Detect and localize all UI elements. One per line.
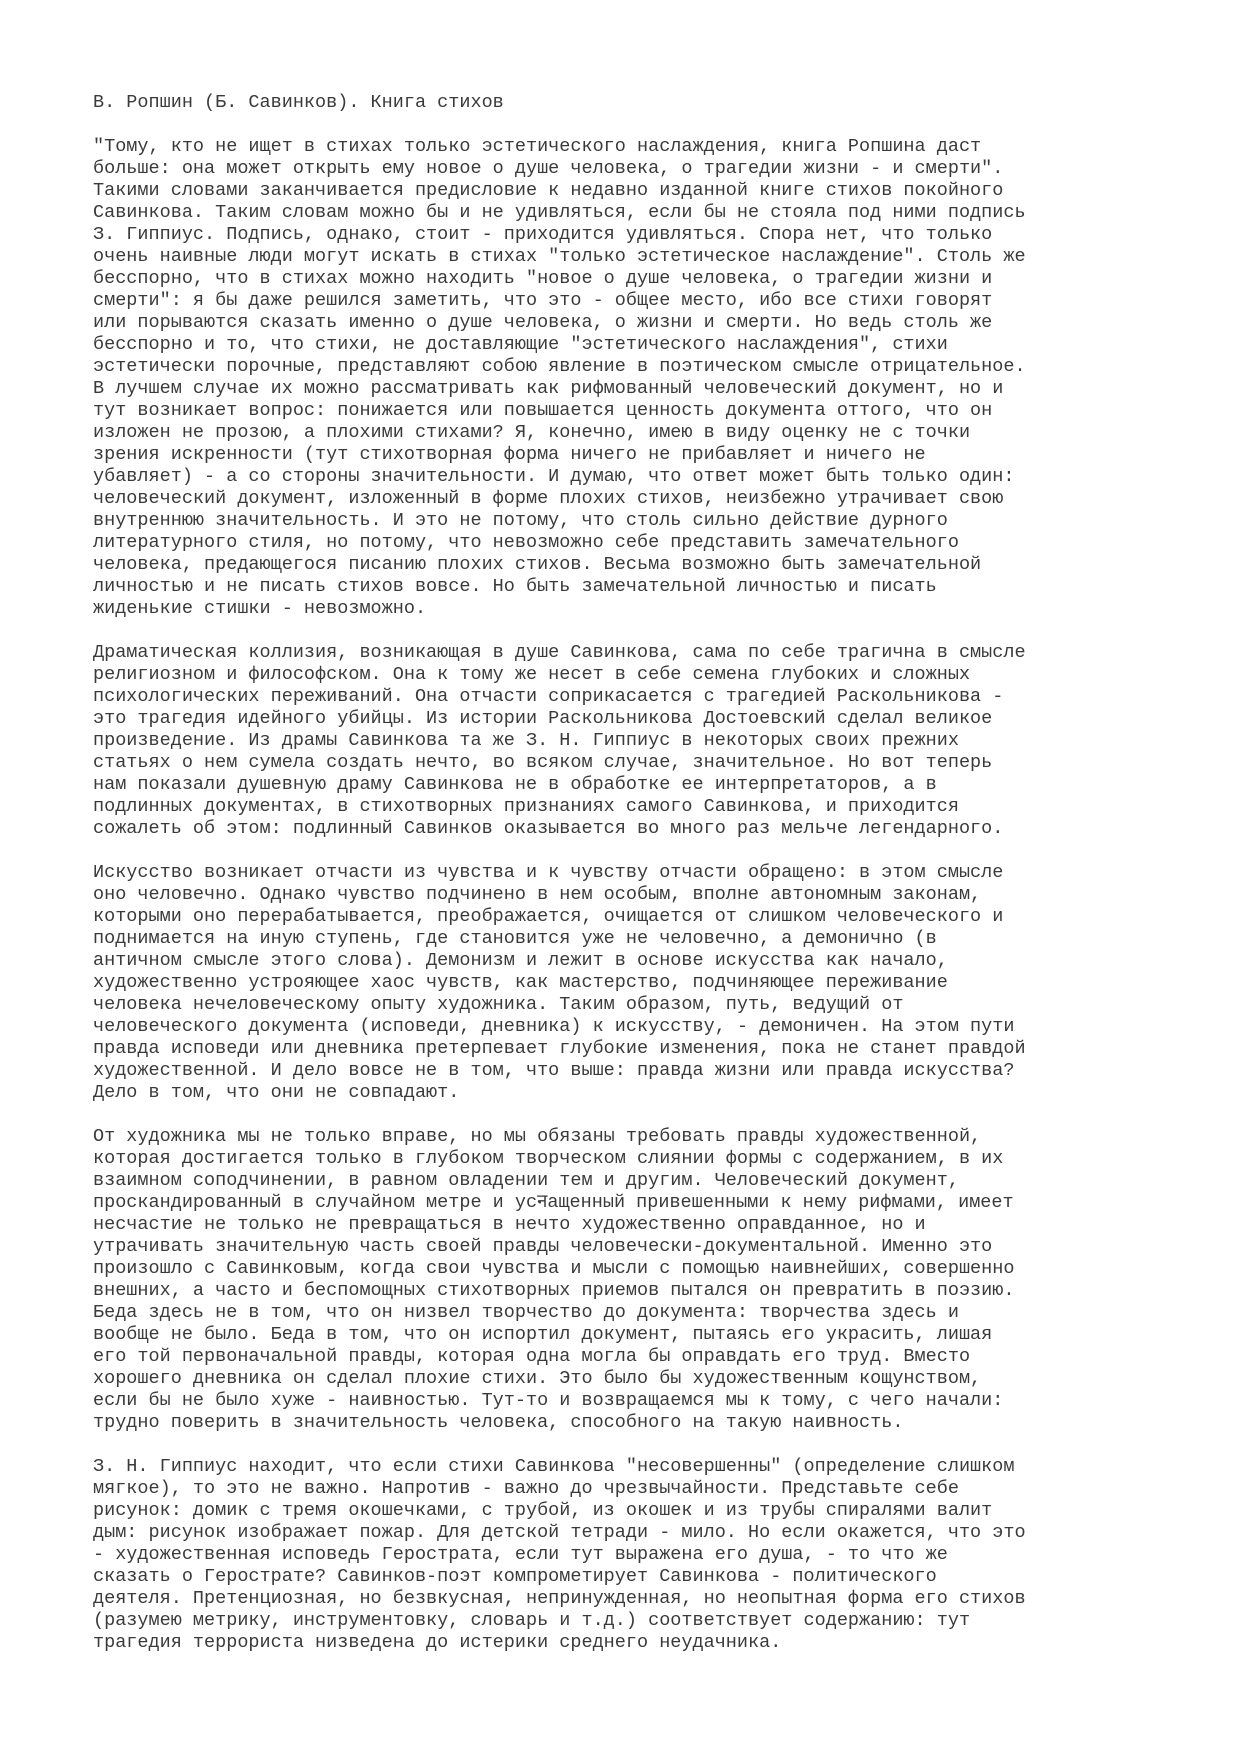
text-line: З. Гиппиус. Подпись, однако, стоит - приходится удивляться. Спора нет, что только (93, 224, 993, 245)
text-line: От художника мы не только вправе, но мы обязаны требовать правды художественной, (93, 1126, 982, 1147)
text-line: статьях о нем сумела создать нечто, во всяком случае, значительное. Но вот теперь (93, 752, 993, 773)
text-line: это трагедия идейного убийцы. Из истории Раскольникова Достоевский сделал великое (93, 708, 993, 729)
paragraph (93, 642, 1193, 840)
text-line: бесспорно, что в стихах можно находить "новое о душе человека, о трагедии жизни и (93, 268, 993, 289)
text-line: мягкое), то это не важно. Напротив - важно до чрезвычайности. Представьте себе (93, 1478, 959, 1499)
text-line: хорошего дневника он сделал плохие стихи. Это было бы художественным кощунством, (93, 1368, 982, 1389)
text-line: художественной. И дело вовсе не в том, что выше: правда жизни или правда искусства? (93, 1060, 1015, 1081)
text-line: подлинных документах, в стихотворных признаниях самого Савинкова, и приходится (93, 796, 959, 817)
document-page (93, 92, 1193, 1676)
text-line: личностью и не писать стихов вовсе. Но быть замечательной личностью и писать (93, 576, 937, 597)
text-line: тут возникает вопрос: понижается или повышается ценность документа оттого, что он (93, 400, 993, 421)
text-line: которая достигается только в глубоком творческом слиянии формы с содержанием, в их (93, 1148, 1004, 1169)
paragraph (93, 136, 1193, 620)
text-line: которыми оно перерабатывается, преображается, очищается от слишком человеческого и (93, 906, 1004, 927)
text-line: произошло с Савинковым, когда свои чувства и мысли с помощью наивнейших, совершенно (93, 1258, 1015, 1279)
text-line: зрения искренности (тут стихотворная форма ничего не прибавляет и ничего не (93, 444, 926, 465)
text-line: Такими словами заканчивается предисловие к недавно изданной книге стихов покойного (93, 180, 1004, 201)
text-line: очень наивные люди могут искать в стихах "только эстетическое наслаждение". Столь же (93, 246, 1026, 267)
text-line: религиозном и философском. Она к тому же несет в себе семена глубоких и сложных (93, 664, 971, 685)
text-line: "Тому, кто не ищет в стихах только эстетического наслаждения, книга Ропшина даст (93, 136, 982, 157)
text-line: нам показали душевную драму Савинкова не в обработке ее интерпретаторов, а в (93, 774, 937, 795)
text-line: проскандированный в случайном метре и усनащенный привешенными к нему рифмами, имеет (93, 1192, 1014, 1213)
text-line: (разумею метрику, инструментовку, словарь и т.д.) соответствует содержанию: тут (93, 1610, 971, 1631)
text-line: деятеля. Претенциозная, но безвкусная, непринужденная, но неопытная форма его стихов (93, 1588, 1026, 1609)
text-line: правда исповеди или дневника претерпевает глубокие изменения, пока не станет правдой (93, 1038, 1026, 1059)
text-line: рисунок: домик с тремя окошечками, с трубой, из окошек и из трубы спиралями валит (93, 1500, 993, 1521)
text-line: бесспорно и то, что стихи, не доставляющие "эстетического наслаждения", стихи (93, 334, 948, 355)
document-title: В. Ропшин (Б. Савинков). Книга стихов (93, 92, 504, 113)
text-line: внешних, а часто и беспомощных стихотворных приемов пытался он превратить в поэзию. (93, 1280, 1015, 1301)
text-line: трагедия террориста низведена до истерики среднего неудачника. (93, 1632, 782, 1653)
text-line: утрачивать значительную часть своей правды человечески-документальной. Именно это (93, 1236, 993, 1257)
text-line: если бы не было хуже - наивностью. Тут-то и возвращаемся мы к тому, с чего начали: (93, 1390, 1004, 1411)
text-line: художественно устрояющее хаос чувств, как мастерство, подчиняющее переживание (93, 972, 948, 993)
text-line: его той первоначальной правды, которая одна могла бы оправдать его труд. Вместо (93, 1346, 971, 1367)
text-line: дым: рисунок изображает пожар. Для детской тетради - мило. Но если окажется, что это (93, 1522, 1026, 1543)
paragraph (93, 1126, 1193, 1434)
text-line: взаимном соподчинении, в равном овладении тем и другим. Человеческий документ, (93, 1170, 959, 1191)
text-line: В лучшем случае их можно рассматривать как рифмованный человеческий документ, но и (93, 378, 1004, 399)
text-line: человека, предающегося писанию плохих стихов. Весьма возможно быть замечательной (93, 554, 982, 575)
text-line: вообще не было. Беда в том, что он испортил документ, пытаясь его украсить, лишая (93, 1324, 993, 1345)
text-line: человеческого документа (исповеди, дневника) к искусству, - демоничен. На этом пути (93, 1016, 1015, 1037)
text-line: поднимается на иную ступень, где становится уже не человечно, а демонично (в (93, 928, 937, 949)
text-line: изложен не прозою, а плохими стихами? Я, конечно, имею в виду оценку не с точки (93, 422, 971, 443)
paragraph (93, 1456, 1193, 1654)
paragraph (93, 862, 1193, 1104)
text-line: литературного стиля, но потому, что невозможно себе представить замечательного (93, 532, 959, 553)
text-line: психологических переживаний. Она отчасти соприкасается с трагедией Раскольникова - (93, 686, 1004, 707)
text-line: внутреннюю значительность. И это не потому, что столь сильно действие дурного (93, 510, 948, 531)
text-line: античном смысле этого слова). Демонизм и лежит в основе искусства как начало, (93, 950, 948, 971)
text-line: убавляет) - а со стороны значительности. И думаю, что ответ может быть только один: (93, 466, 1015, 487)
text-line: - художественная исповедь Герострата, если тут выражена его душа, - то что же (93, 1544, 948, 1565)
text-line: несчастие не только не превращаться в нечто художественно оправданное, но и (93, 1214, 926, 1235)
text-line: человеческий документ, изложенный в форме плохих стихов, неизбежно утрачивает свою (93, 488, 1004, 509)
text-line: сожалеть об этом: подлинный Савинков оказывается во много раз мельче легендарного. (93, 818, 1004, 839)
text-line: сказать о Герострате? Савинков-поэт компрометирует Савинкова - политического (93, 1566, 937, 1587)
text-line: Искусство возникает отчасти из чувства и к чувству отчасти обращено: в этом смысле (93, 862, 1004, 883)
text-line: Беда здесь не в том, что он низвел творчество до документа: творчества здесь и (93, 1302, 959, 1323)
text-line: оно человечно. Однако чувство подчинено в нем особым, вполне автономным законам, (93, 884, 982, 905)
text-line: или порываются сказать именно о душе человека, о жизни и смерти. Но ведь столь же (93, 312, 993, 333)
document-body (93, 136, 1193, 1654)
text-line: Дело в том, что они не совпадают. (93, 1082, 460, 1103)
text-line: человека нечеловеческому опыту художника. Таким образом, путь, ведущий от (93, 994, 904, 1015)
text-line: эстетически порочные, представляют собою явление в поэтическом смысле отрицательное. (93, 356, 1026, 377)
text-line: произведение. Из драмы Савинкова та же З. Н. Гиппиус в некоторых своих прежних (93, 730, 959, 751)
text-line: З. Н. Гиппиус находит, что если стихи Савинкова "несовершенны" (определение слишком (93, 1456, 1015, 1477)
text-line: больше: она может открыть ему новое о душе человека, о трагедии жизни - и смерти". (93, 158, 1004, 179)
text-line: Савинкова. Таким словам можно бы и не удивляться, если бы не стояла под ними подпись (93, 202, 1026, 223)
text-line: смерти": я бы даже решился заметить, что это - общее место, ибо все стихи говорят (93, 290, 993, 311)
text-line: трудно поверить в значительность человека, способного на такую наивность. (93, 1412, 904, 1433)
text-line: жиденькие стишки - невозможно. (93, 598, 427, 619)
text-line: Драматическая коллизия, возникающая в душе Савинкова, сама по себе трагична в смысле (93, 642, 1026, 663)
